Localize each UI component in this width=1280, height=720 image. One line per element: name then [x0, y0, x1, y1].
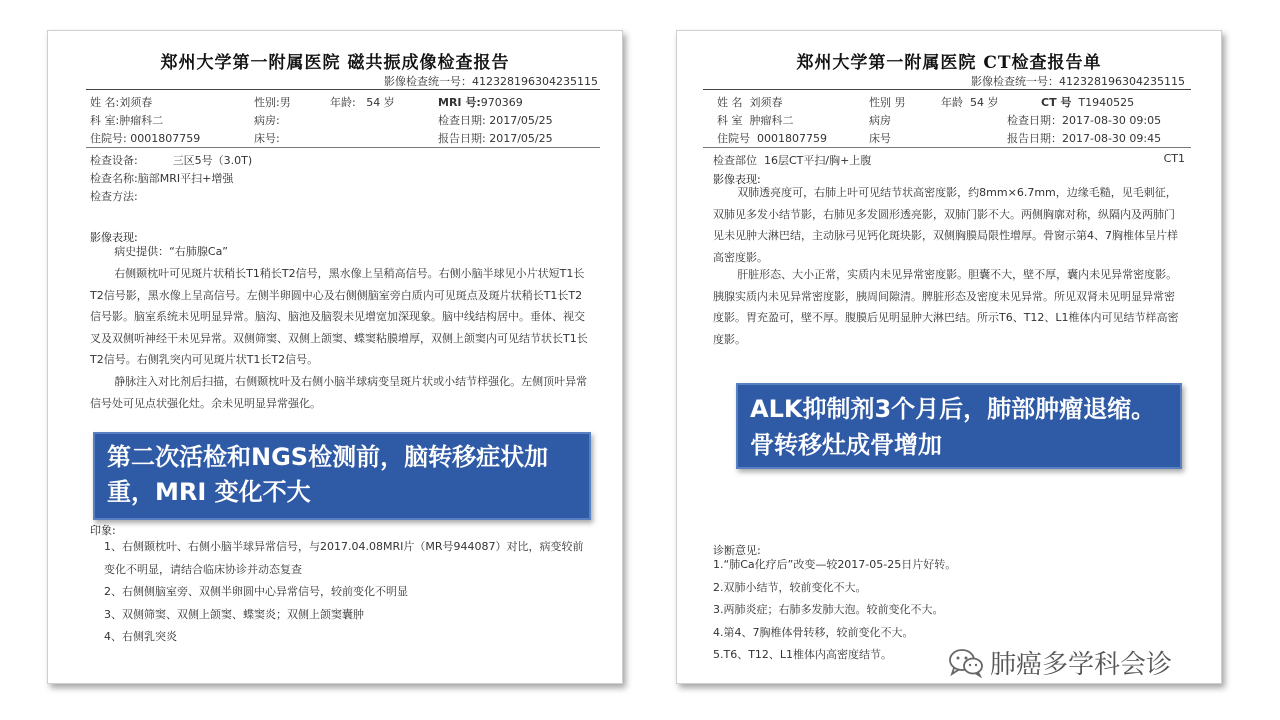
findings-heading: 影像表现:	[713, 173, 761, 186]
bed-field: 床号:	[254, 132, 280, 145]
report-date-field: 报告日期：2017-08-30 09:45	[1007, 132, 1162, 145]
name-field: 姓 名 刘须春	[717, 96, 783, 109]
impression-heading: 印象:	[90, 524, 116, 537]
age-field: 年龄 54 岁	[941, 96, 999, 109]
impression-item: 3、双侧筛窦、双侧上颌窦、蝶窦炎；双侧上颌窦囊肿	[104, 607, 364, 621]
ct-report-title: 郑州大学第一附属医院 CT检查报告单	[796, 53, 1102, 73]
name-field: 姓 名:刘须春	[90, 96, 153, 109]
impression-list	[104, 536, 594, 649]
impression-item: 4、右侧乳突炎	[104, 630, 177, 643]
inpatient-field: 住院号 0001807759	[717, 132, 827, 145]
impression-item: 2、右侧侧脑室旁、双侧半卵圆中心异常信号，较前变化不明显	[104, 585, 408, 598]
ct-callout: ALK抑制剂3个月后，肺部肿瘤退缩。骨转移灶成骨增加	[736, 383, 1182, 469]
impression-item: 1、右侧颞枕叶、右侧小脑半球异常信号，与2017.04.08MRI片（MR号944087）对比，病变较前变化不明显，请结合临床协诊并动态复查	[104, 540, 584, 576]
report-date-field: 报告日期: 2017/05/25	[438, 132, 553, 145]
findings-paragraph-1: 右侧颞枕叶可见斑片状稍长T1稍长T2信号，黑水像上呈稍高信号。右侧小脑半球见小片状短T1长T2信号影，黑水像上呈高信号。左侧半卵圆中心及右侧侧脑室旁白质内可见斑点及斑片状稍长T1长T2信号影。脑室系统未见明显异常。脑沟、脑池及脑裂未见增宽加深现象。脑中线结构居中。垂体、视交叉及双侧听神经干未见异常。双侧筛窦、双侧上颌窦、蝶窦粘膜增厚，双侧上颌窦内可见结节状长T1长T2信号。右侧乳突内可见斑片状T1长T2信号。	[90, 267, 588, 366]
diagnosis-item: 2.双肺小结节，较前变化不大。	[713, 580, 867, 594]
dept-field: 科 室 肿瘤科二	[717, 114, 794, 127]
exam-date-field: 检查日期: 2017/05/25	[438, 114, 553, 127]
fields-rule	[86, 147, 600, 148]
findings-paragraph-1: 双肺透亮度可，右肺上叶可见结节状高密度影，约8mm×6.7mm，边缘毛糙，见毛刺征，双肺见多发小结节影，右肺见多发圆形透亮影，双肺门影不大。两侧胸廓对称，纵隔内及两肺门见未见肿大淋巴结，主动脉弓见钙化斑块影，双侧胸膜局限性增厚。骨窗示第4、7胸椎体呈片样高密度影。	[713, 186, 1178, 264]
diagnosis-item: 3.两肺炎症；右肺多发肺大泡。较前变化不大。	[713, 603, 944, 616]
exam-part-code: CT1	[1163, 152, 1185, 165]
age-field: 年龄: 54 岁	[330, 96, 395, 109]
watermark	[948, 644, 1172, 681]
gender-field: 性别 男	[869, 96, 906, 109]
diagnosis-item: 5.T6、T12、L1椎体内高密度结节。	[713, 648, 893, 661]
exam-date-field: 检查日期：2017-08-30 09:05	[1007, 114, 1162, 127]
mri-report-page	[47, 30, 623, 684]
inpatient-field: 住院号: 0001807759	[90, 132, 201, 145]
diagnosis-item: 1.“肺Ca化疗后”改变—较2017-05-25日片好转。	[713, 558, 957, 571]
method-field: 检查方法:	[90, 190, 138, 203]
fields-rule	[703, 147, 1191, 148]
dept-field: 科 室:肿瘤科二	[90, 114, 164, 127]
exam-name-field: 检查名称:脑部MRI平扫+增强	[90, 172, 234, 185]
bed-field: 床号	[869, 132, 891, 145]
mri-report-title: 郑州大学第一附属医院 磁共振成像检查报告	[160, 53, 510, 73]
wechat-icon	[948, 648, 984, 678]
findings-paragraph-2: 肝脏形态、大小正常，实质内未见异常密度影。胆囊不大，壁不厚，囊内未见异常密度影。胰腺实质内未见异常密度影，胰周间隙清。脾脏形态及密度未见异常。所见双肾未见明显异常密度影。胃充盈可，壁不厚。腹膜后见明显肿大淋巴结。所示T6、T12、L1椎体内可见结节样高密度影。	[713, 268, 1179, 346]
mri-callout: 第二次活检和NGS检测前，脑转移症状加重，MRI 变化不大	[93, 432, 591, 520]
findings-paragraph-2: 静脉注入对比剂后扫描，右侧颞枕叶及右侧小脑半球病变呈斑片状或小结节样强化。左侧顶叶异常信号处可见点状强化灶。余未见明显异常强化。	[90, 375, 588, 410]
ct-number-field: CT 号 T1940525	[1041, 96, 1135, 109]
header-rule	[703, 89, 1191, 90]
gender-field: 性别:男	[254, 96, 291, 109]
watermark-text: 肺癌多学科会诊	[990, 650, 1173, 680]
diagnosis-heading: 诊断意见:	[713, 544, 761, 557]
device-field: 检查设备: 三区5号（3.0T)	[90, 154, 253, 167]
header-rule	[86, 89, 600, 90]
mri-number-field: MRI 号:970369	[438, 96, 523, 109]
ward-field: 病房	[869, 114, 891, 127]
history-line: 病史提供：“右肺腺Ca”	[114, 245, 229, 258]
diagnosis-item: 4.第4、7胸椎体骨转移，较前变化不大。	[713, 625, 914, 639]
ct-report-page	[676, 30, 1222, 684]
ct-unified-id: 影像检查统一号：412328196304235115	[971, 75, 1185, 88]
mri-unified-id: 影像检查统一号：412328196304235115	[384, 75, 598, 88]
exam-part-field: 检查部位 16层CT平扫/胸+上腹	[713, 154, 872, 167]
ward-field: 病房:	[254, 114, 280, 127]
findings-heading: 影像表现:	[90, 231, 138, 244]
